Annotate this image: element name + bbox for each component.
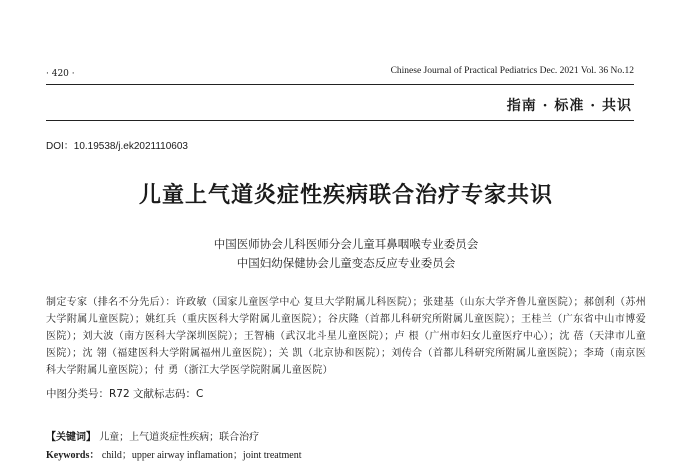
keywords-en-text: child；upper airway inflamation；joint treatment — [101, 450, 302, 461]
doi: DOI：10.19538/j.ek2021110603 — [46, 141, 188, 152]
column-label: 指南 · 标准 · 共识 — [506, 98, 632, 114]
organization-2: 中国妇幼保健协会儿童变态反应专业委员会 — [236, 256, 456, 270]
page-number: · 420 · — [46, 69, 75, 79]
article-title: 儿童上气道炎症性疾病联合治疗专家共识 — [138, 183, 553, 208]
classification-line: 中图分类号：R72 文献标志码：C — [46, 388, 204, 400]
keywords-cn-text: 儿童；上气道炎症性疾病；联合治疗 — [99, 432, 260, 443]
keywords-cn-label: 【关键词】 — [46, 432, 96, 443]
journal-header: Chinese Journal of Practical Pediatrics Dec. 2021 Vol. 36 No.12 — [390, 66, 634, 76]
organization-1: 中国医师协会儿科医师分会儿童耳鼻咽喉专业委员会 — [213, 237, 479, 251]
keywords-en — [46, 446, 302, 461]
keywords-en-label: Keywords： — [46, 450, 100, 461]
column-rule — [46, 120, 634, 121]
keywords-cn — [46, 428, 259, 443]
header-rule — [46, 84, 634, 85]
expert-list: 制定专家（排名不分先后）：许政敏（国家儿童医学中心 复旦大学附属儿科医院）；张建基（山东大学齐鲁儿童医院）；郝创利（苏州大学附属儿童医院）；姚红兵（重庆医科大学附属儿童医院）；谷庆隆（首都儿科研究所附属儿童医院）；王桂兰（广东省中山市博爱医院）；刘大波（南方医科大学深圳医院）；王智楠（武汉北斗星儿童医院）；卢 根（广州市妇女儿童医疗中心）；沈 蓓（天津市儿童医院）；沈 翎（福建医科大学附属福州儿童医院）；关 凯（北京协和医院）；刘传合（首都儿科研究所附属儿童医院）；李琦（南京医科大学附属儿童医院）；付 勇（浙江大学医学院附属儿童医院） — [46, 297, 646, 376]
